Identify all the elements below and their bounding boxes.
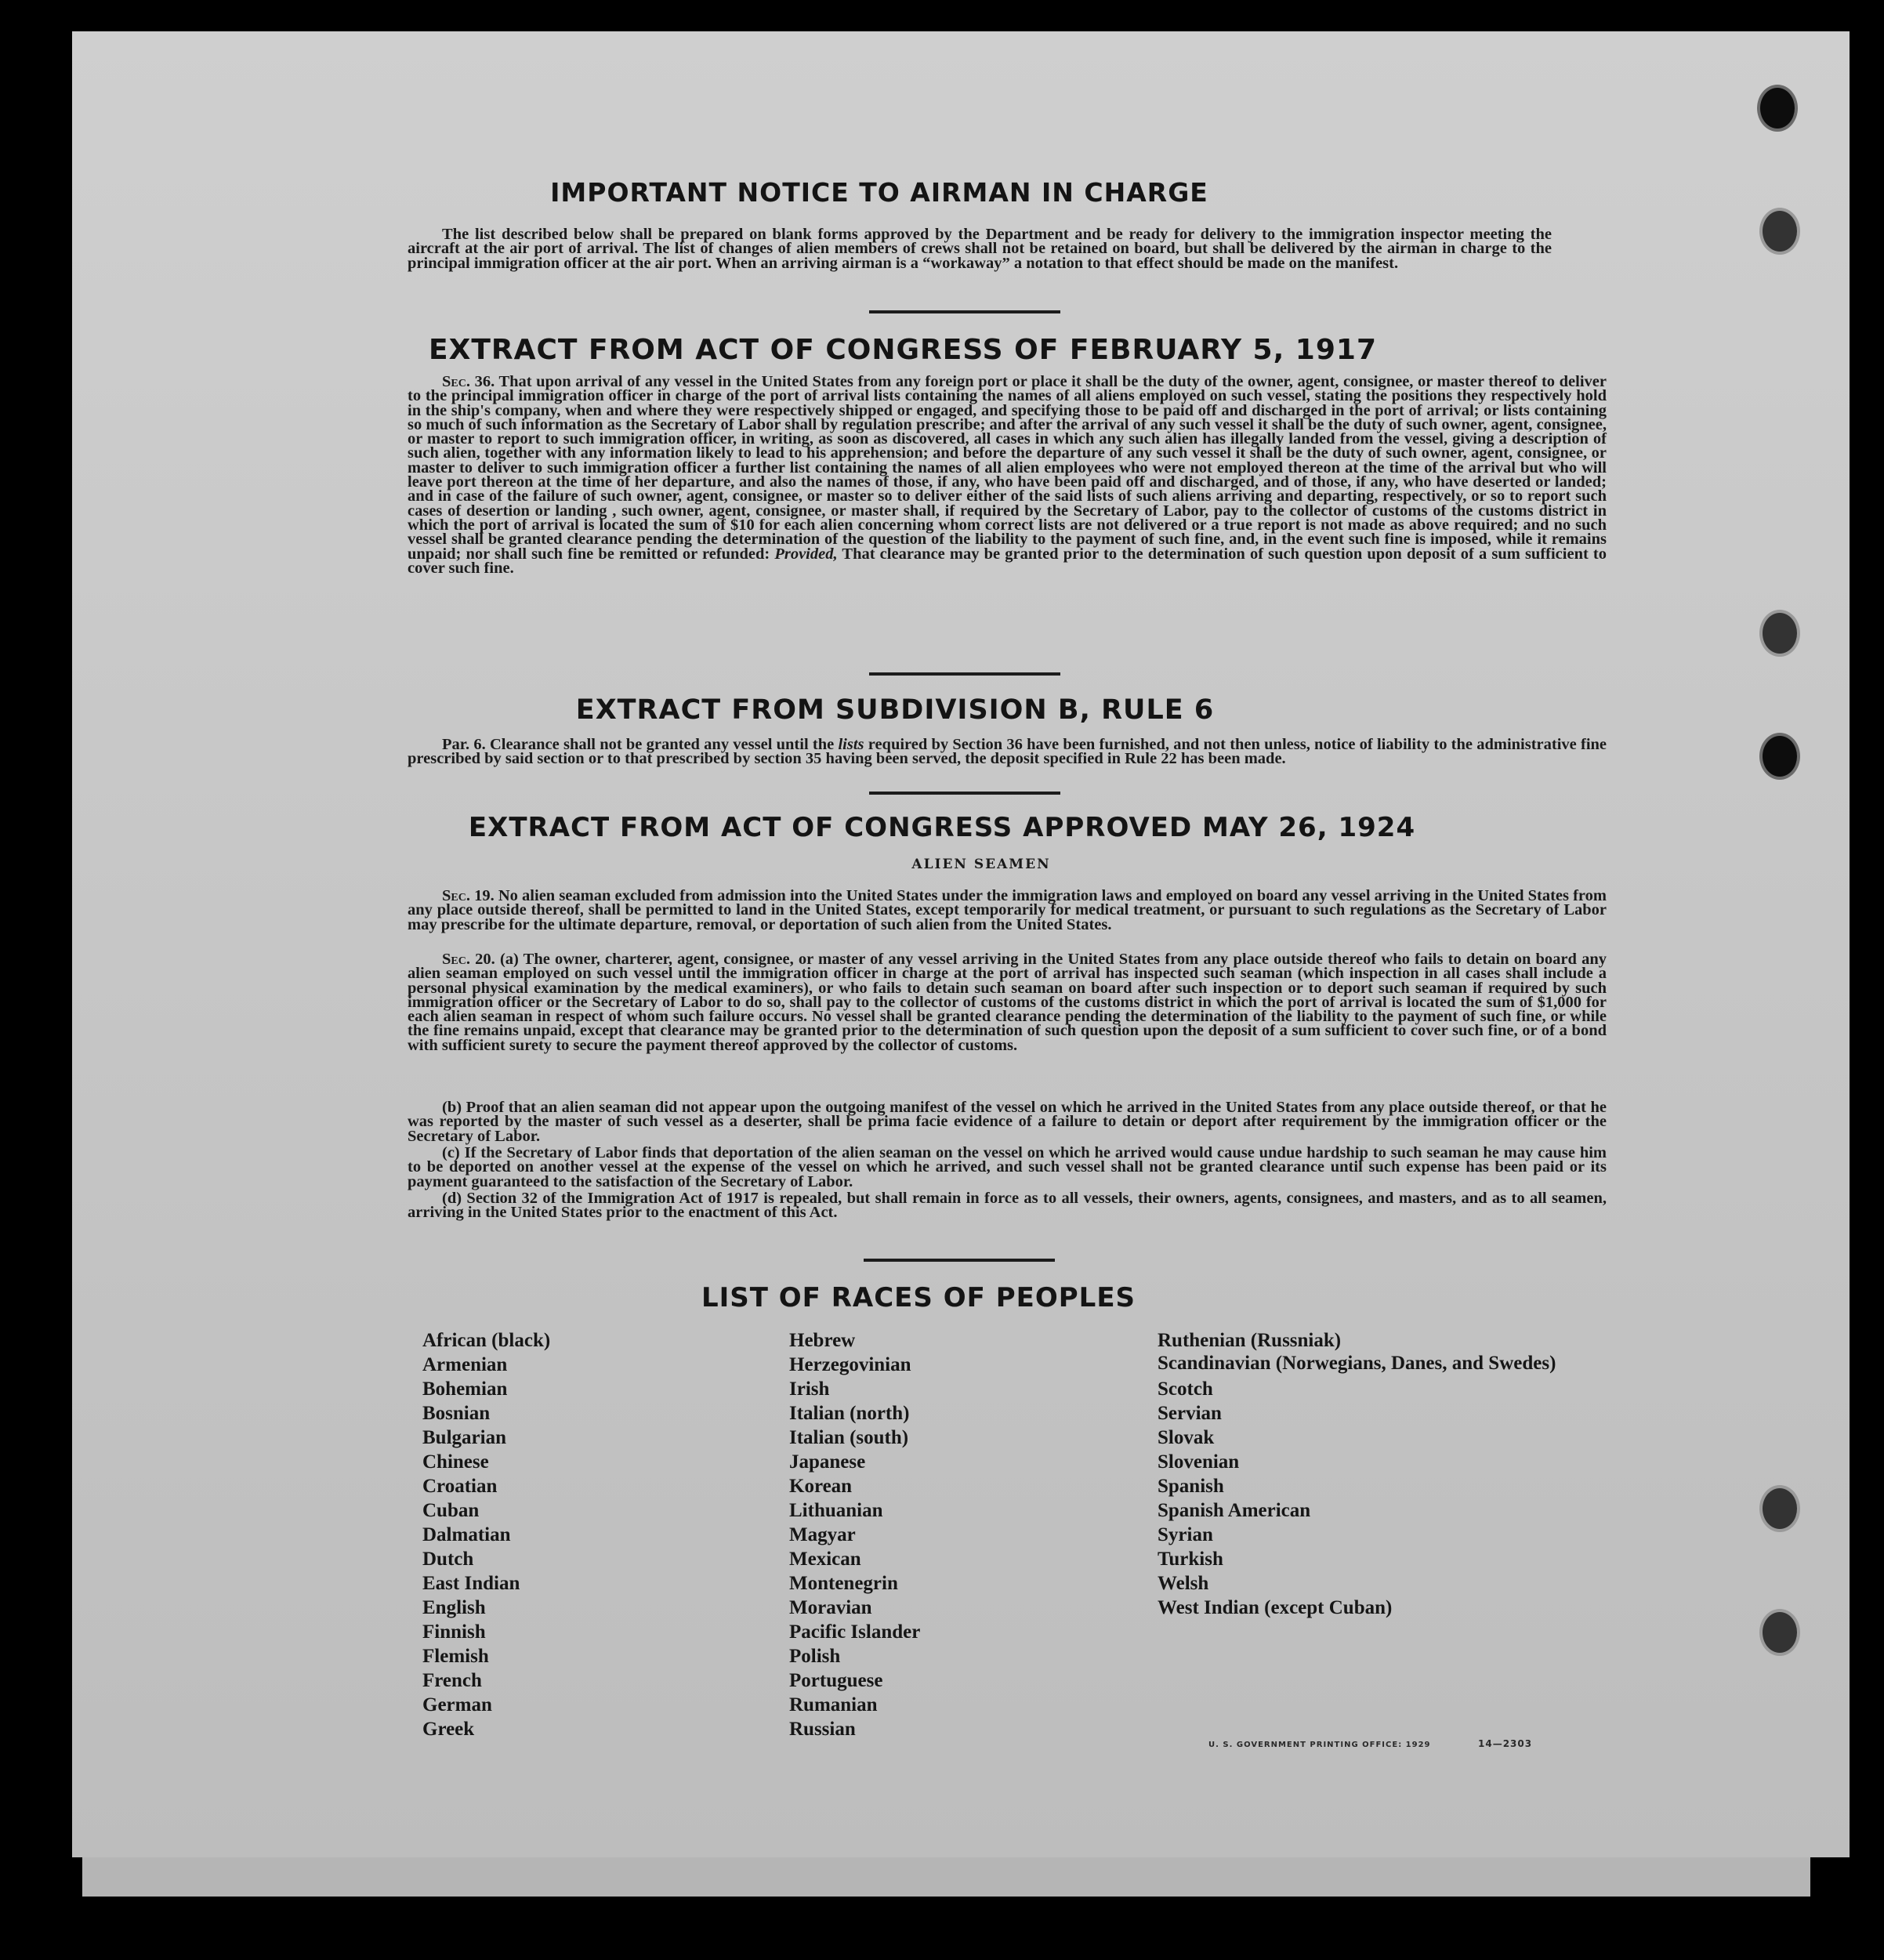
race-item: Scandinavian (Norwegians, Danes, and Swedes)	[1158, 1353, 1556, 1374]
race-item: Portuguese	[789, 1670, 883, 1691]
divider-rule	[869, 792, 1060, 795]
section-36-text-end: That clearance may be granted prior to the determination of such question upon deposit of a sum sufficient to cover such fine.	[408, 545, 1607, 577]
race-item: Rumanian	[789, 1694, 878, 1715]
divider-rule	[869, 672, 1060, 676]
section-20d-paragraph: (d) Section 32 of the Immigration Act of 1917 is repealed, but shall remain in force as to all vessels, their owners, agents, consignees, and masters, and as to all seamen, arriving in the United States prior to the enactment of this Act.	[408, 1190, 1607, 1222]
race-item: Greek	[422, 1719, 475, 1740]
races-column-2	[789, 1328, 920, 1741]
punch-hole	[1759, 1485, 1800, 1532]
race-item: Korean	[789, 1476, 853, 1497]
race-item: Scotch	[1158, 1379, 1213, 1400]
race-item: Montenegrin	[789, 1573, 898, 1594]
race-item: Welsh	[1158, 1573, 1209, 1594]
race-item: Moravian	[789, 1597, 872, 1618]
race-item: African (black)	[422, 1330, 551, 1351]
race-item: Bulgarian	[422, 1427, 506, 1448]
section-label: Sec. 20.	[442, 951, 495, 968]
section-20a-paragraph	[408, 952, 1607, 1052]
race-item: Cuban	[422, 1500, 480, 1521]
section-20c-paragraph: (c) If the Secretary of Labor finds that deportation of the alien seaman on the vessel on which he arrived would cause undue hardship to such seaman he may cause him to be deported on another vessel at the expense of the vessel on which he arrived, and such vessel shall not be granted clearance until such expense has been paid or its payment guaranteed to the satisfaction of the Secretary of Labor.	[408, 1144, 1607, 1190]
race-item: Pacific Islander	[789, 1621, 921, 1643]
race-item: Herzegovinian	[789, 1354, 911, 1375]
race-item: Mexican	[789, 1549, 861, 1570]
race-item: Spanish American	[1158, 1500, 1311, 1521]
divider-rule	[864, 1259, 1055, 1262]
section-19-text: No alien seaman excluded from admission into the United States under the immigration laws and employed on board any vessel arriving in the United States from any place outside thereof, shall be permitted to land in the United States, except temporarily for medical treatment, or pursuant to such regulations as the Secretary of Labor may prescribe for the ultimate departure, removal, or deportation of such alien from the United States.	[408, 887, 1607, 933]
race-item: Croatian	[422, 1476, 498, 1497]
race-item: Bosnian	[422, 1403, 491, 1424]
act-1924-title: EXTRACT FROM ACT OF CONGRESS APPROVED MAY 26, 1924	[468, 812, 1416, 843]
race-item: Hebrew	[789, 1330, 856, 1351]
race-item: Flemish	[422, 1646, 489, 1667]
race-item: Slovak	[1158, 1427, 1215, 1448]
section-36-text: That upon arrival of any vessel in the United States from any foreign port or place it shall be the duty of the owner, agent, consignee, or master thereof to deliver to the principal immigration officer in charge of the port of arrival lists containing the names of all aliens employed on such vessel, stating the positions they respectively hold in the ship's company, when and where they were respectively shipped or engaged, and specifying those to be paid off and discharged in the port of arrival; or lists containing so much of such information as the Secretary of Labor shall by regulation prescribe; and after the arrival of any such vessel it shall be the duty of such owner, agent, consignee, or master to report to such immigration officer, in writing, as soon as discovered, all cases in which any such alien has illegally landed from the vessel, giving a description of such alien, together with any information likely to lead to his apprehension; and before the departure of any such vessel it shall be the duty of such owner, agent, consignee, or master to deliver to such immigration officer a further list containing the names of all alien employees who were not employed thereon at the time of the arrival but who will leave port thereon at the time of her departure, and also the names of those, if any, who have been paid off and discharged, and of those, if any, who have deserted or landed; and in case of the failure of such owner, agent, consignee, or master so to deliver either of the said lists of such aliens arriving and departing, respectively, or so to report such cases of desertion or landing , such owner, agent, consignee, or master shall, if required by the Secretary of Labor, pay to the collector of customs of the customs district in which the port of arrival is located the sum of $10 for each alien concerning whom correct lists are not delivered or a true report is not made as above required; and no such vessel shall be granted clearance pending the determination of the question of the liability to the payment of such fine, and, in the event such fine is imposed, while it remains unpaid; nor shall such fine be remitted or refunded:	[408, 373, 1607, 563]
punch-hole	[1759, 733, 1800, 780]
provided-word: Provided,	[774, 545, 838, 563]
race-item: Spanish	[1158, 1476, 1224, 1497]
form-number: 14—2303	[1478, 1738, 1533, 1749]
race-item: Magyar	[789, 1524, 856, 1545]
race-item: Italian (south)	[789, 1427, 909, 1448]
race-item: Bohemian	[422, 1379, 508, 1400]
rule-6-title: EXTRACT FROM SUBDIVISION B, RULE 6	[575, 694, 1215, 726]
race-item: Italian (north)	[789, 1403, 910, 1424]
races-column-3	[1158, 1328, 1565, 1620]
notice-title: IMPORTANT NOTICE TO AIRMAN IN CHARGE	[550, 177, 1208, 208]
section-label: Sec. 19.	[442, 887, 495, 904]
races-column-1	[422, 1328, 550, 1741]
race-item: Chinese	[422, 1451, 489, 1473]
race-item: English	[422, 1597, 486, 1618]
race-item: Finnish	[422, 1621, 486, 1643]
race-item: Turkish	[1158, 1549, 1223, 1570]
section-label: Sec. 36.	[442, 373, 495, 390]
race-item: German	[422, 1694, 492, 1715]
document-page	[72, 31, 1850, 1857]
race-item: Irish	[789, 1379, 830, 1400]
race-item: Dalmatian	[422, 1524, 511, 1545]
section-20a-text: (a) The owner, charterer, agent, consignee, or master of any vessel arriving in the United States from any place outside thereof who fails to detain on board any alien seaman employed on such vessel until the immigration officer in charge at the port of arrival has inspected such seaman (which inspection in all cases shall include a personal physical examination by the medical examiners), or who fails to detain such seaman on board after such inspection or to deport such seaman if required by such immigration officer or the Secretary of Labor to do so, shall pay to the collector of customs of the customs district in which the port of arrival is located the sum of $1,000 for each alien seaman in respect of whom such failure occurs. No vessel shall be granted clearance pending the determination of the liability to the payment of such fine, or while the fine remains unpaid, except that clearance may be granted prior to the determination of such question upon the deposit of a sum sufficient to cover such fine, or of a bond with sufficient surety to secure the payment thereof approved by the collector of customs.	[408, 951, 1607, 1054]
alien-seamen-subtitle: ALIEN SEAMEN	[911, 857, 1051, 872]
race-item: West Indian (except Cuban)	[1158, 1597, 1393, 1618]
act-1917-title: EXTRACT FROM ACT OF CONGRESS OF FEBRUARY 5, 1917	[428, 334, 1378, 366]
race-item: Ruthenian (Russniak)	[1158, 1330, 1342, 1351]
paragraph-6-text-a: Par. 6. Clearance shall not be granted any vessel until the	[442, 736, 835, 753]
race-item: Servian	[1158, 1403, 1222, 1424]
race-item: Japanese	[789, 1451, 866, 1473]
paragraph-6	[408, 737, 1607, 766]
race-item: Polish	[789, 1646, 841, 1667]
race-item: Syrian	[1158, 1524, 1213, 1545]
race-item: Dutch	[422, 1549, 474, 1570]
race-item: East Indian	[422, 1573, 520, 1594]
punch-hole	[1759, 1609, 1800, 1656]
punch-hole	[1759, 610, 1800, 657]
section-19-paragraph	[408, 889, 1607, 932]
race-item: French	[422, 1670, 482, 1691]
section-36-paragraph	[408, 375, 1607, 575]
printer-footer	[1208, 1738, 1532, 1749]
punch-hole	[1759, 208, 1800, 255]
divider-rule	[869, 310, 1060, 313]
race-item: Armenian	[422, 1354, 508, 1375]
lists-word: lists	[838, 736, 864, 753]
printer-imprint: U. S. GOVERNMENT PRINTING OFFICE: 1929	[1208, 1741, 1431, 1749]
race-item: Russian	[789, 1719, 856, 1740]
race-item: Lithuanian	[789, 1500, 883, 1521]
notice-paragraph: The list described below shall be prepared on blank forms approved by the Department and be ready for delivery to the immigration inspector meeting the aircraft at the air port of arrival. The list of changes of alien members of crews shall not be retained on board, but shall be delivered by the airman in charge to the principal immigration officer at the air port. When an arriving airman is a “workaway” a notation to that effect should be made on the manifest.	[408, 226, 1552, 272]
race-item: Slovenian	[1158, 1451, 1240, 1473]
races-title: LIST OF RACES OF PEOPLES	[701, 1282, 1136, 1313]
paragraph-6-text-b: required by Section 36 have been furnished, and not then unless, notice of liability to the administrative fine prescribed by said section or to that prescribed by section 35 having been served, the deposit specified in Rule 22 has been made.	[408, 736, 1607, 768]
section-20b-paragraph: (b) Proof that an alien seaman did not appear upon the outgoing manifest of the vessel on which he arrived in the United States from any place outside thereof, or that he was reported by the master of such vessel as a deserter, shall be prima facie evidence of a failure to detain or deport after requirement by the immigration officer or the Secretary of Labor.	[408, 1099, 1607, 1145]
punch-hole	[1757, 85, 1798, 132]
